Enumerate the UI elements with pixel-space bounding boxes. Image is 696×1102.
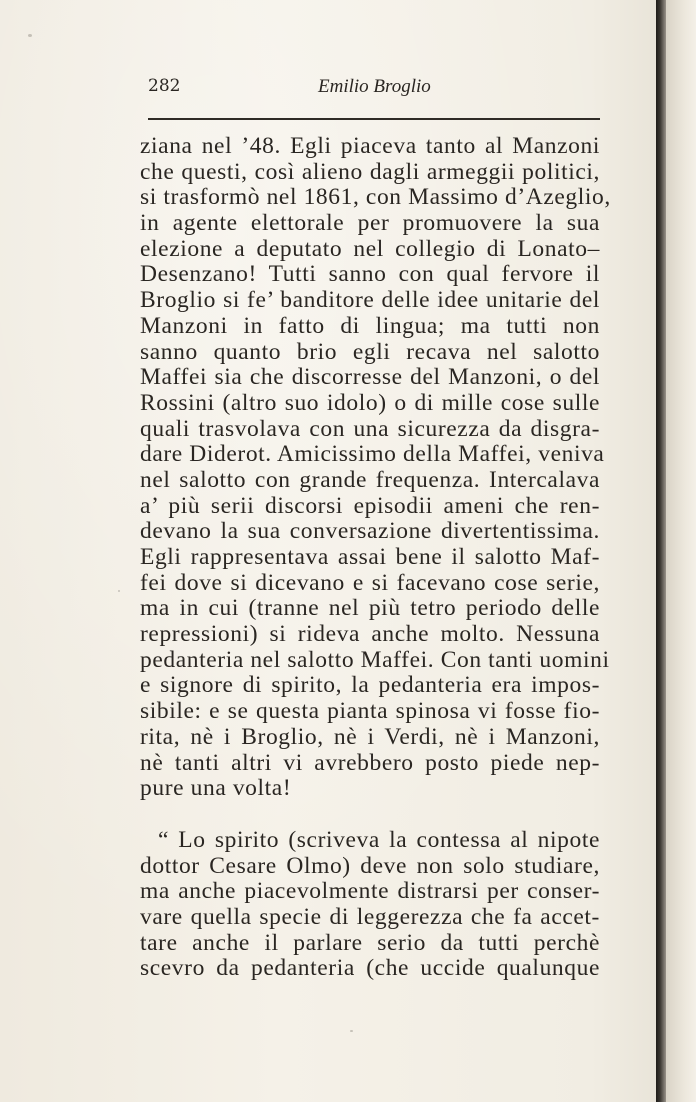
text-line: nel salotto con grande frequenza. Intercalava <box>140 466 600 493</box>
text-line: dare Diderot. Amicissimo della Maffei, veniva <box>140 441 605 468</box>
page-header <box>148 76 600 102</box>
text-line: ziana nel ’48. Egli piaceva tanto al Manzoni <box>140 133 600 159</box>
text-line: Broglio si fe’ banditore delle idee unitarie del <box>140 287 600 314</box>
text-line: si trasformò nel 1861, con Massimo d’Azeglio, <box>140 184 611 211</box>
text-line: rita, nè i Broglio, nè i Verdi, nè i Manzoni, <box>140 723 600 750</box>
paragraph-2 <box>140 828 600 982</box>
text-line: fei dove si dicevano e si facevano cose serie, <box>140 569 600 596</box>
text-line: devano la sua conversazione divertentissima. <box>140 518 600 545</box>
text-line: ma in cui (tranne nel più tetro periodo delle <box>140 595 600 622</box>
text-line: “ Lo spirito (scriveva la contessa al nipote <box>158 826 600 853</box>
text-line: sanno quanto brio egli recava nel salotto <box>140 338 600 365</box>
paper-speck <box>28 34 32 37</box>
text-line: scevro da pedanteria (che uccide qualunque <box>140 955 600 982</box>
text-line: sibile: e se questa pianta spinosa vi fosse fio- <box>140 698 600 725</box>
page-edge <box>666 0 696 1102</box>
book-spine-shadow <box>656 0 666 1102</box>
paragraph-gap <box>140 802 600 828</box>
text-line: che questi, così alieno dagli armeggii politici, <box>140 158 600 185</box>
text-line: Manzoni in fatto di lingua; ma tutti non <box>140 312 600 339</box>
text-line: repressioni) si rideva anche molto. Nessuna <box>140 621 600 648</box>
text-line: elezione a deputato nel collegio di Lonato– <box>140 235 600 262</box>
text-line: tare anche il parlare serio da tutti perchè <box>140 929 600 956</box>
text-line: a’ più serii discorsi episodii ameni che ren- <box>140 492 600 519</box>
text-line: Egli rappresentava assai bene il salotto Maf- <box>140 544 600 570</box>
paper-speck <box>350 1030 353 1032</box>
text-line: e signore di spirito, la pedanteria era impos- <box>140 672 600 699</box>
paper-speck <box>118 590 120 592</box>
text-line: Maffei sia che discorresse del Manzoni, o del <box>140 364 600 391</box>
text-line: nè tanti altri vi avrebbero posto piede nep- <box>140 749 600 776</box>
text-line: pedanteria nel salotto Maffei. Con tanti uomini <box>140 646 610 673</box>
text-line: vare quella specie di leggerezza che fa accet- <box>140 903 600 930</box>
text-line: pure una volta! <box>140 775 292 802</box>
text-line: quali trasvolava con una sicurezza da disgra- <box>140 415 600 442</box>
body-text <box>140 133 611 982</box>
header-rule <box>148 118 600 120</box>
text-line: Desenzano! Tutti sanno con qual fervore il <box>140 261 600 288</box>
page-number: 282 <box>148 76 181 96</box>
paragraph-1 <box>140 133 611 802</box>
running-title: Emilio Broglio <box>318 76 431 97</box>
text-line: ma anche piacevolmente distrarsi per conser- <box>140 878 600 905</box>
text-line: Rossini (altro suo idolo) o di mille cose sulle <box>140 389 600 416</box>
text-line: dottor Cesare Olmo) deve non solo studiare, <box>140 852 600 879</box>
text-line: in agente elettorale per promuovere la sua <box>140 210 600 237</box>
